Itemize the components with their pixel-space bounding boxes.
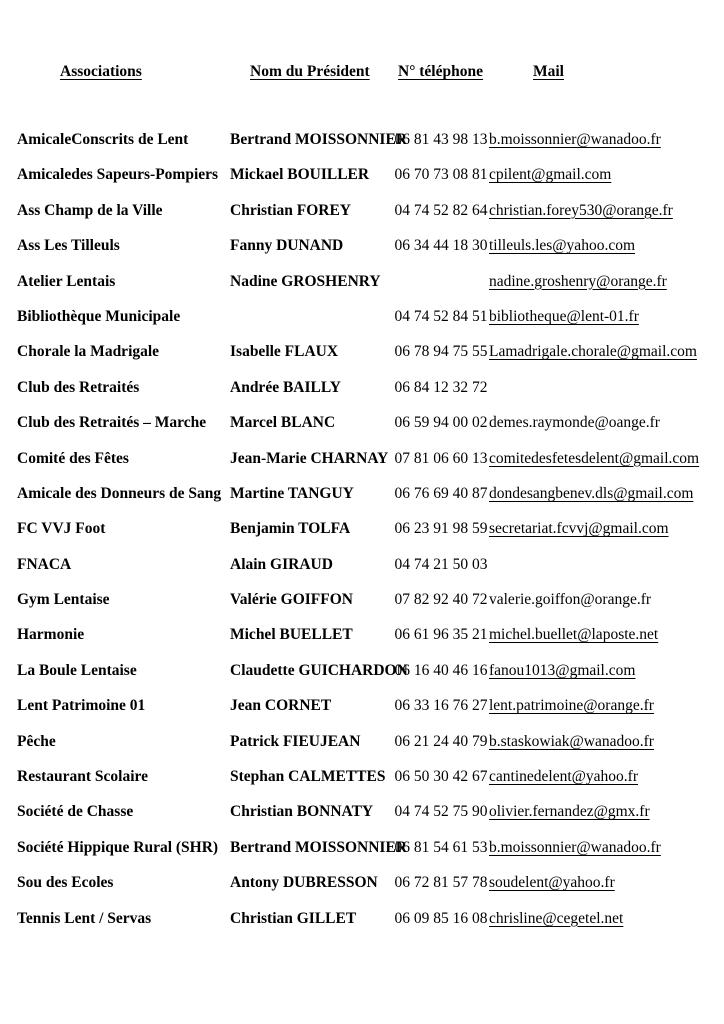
president-name: Martine TANGUY	[230, 484, 354, 502]
associations-table	[0, 130, 724, 944]
table-row	[0, 484, 724, 519]
association-name: Atelier Lentais	[17, 272, 116, 290]
table-row	[0, 449, 724, 484]
phone-number: 06 81 54 61 53	[394, 838, 488, 856]
phone-number: 06 81 43 98 13	[394, 131, 488, 148]
president-name: Marcel BLANC	[230, 414, 336, 432]
president-name: Michel BUELLET	[230, 626, 353, 644]
table-row	[0, 661, 724, 696]
table-row	[0, 767, 724, 802]
table-row	[0, 838, 724, 873]
phone-number: 07 82 92 40 72	[394, 591, 488, 609]
president-name: Andrée BAILLY	[230, 378, 341, 396]
association-name: Tennis Lent / Servas	[17, 909, 152, 927]
association-name: AmicaleConscrits de Lent	[17, 131, 189, 148]
email-link[interactable]: comitedesfetesdelent@gmail.com	[489, 449, 700, 467]
phone-number: 06 72 81 57 78	[394, 874, 488, 892]
email-link[interactable]: dondesangbenev.dls@gmail.com	[489, 484, 694, 502]
association-name: Club des Retraités	[17, 378, 140, 396]
table-row	[0, 590, 724, 625]
president-name: Christian FOREY	[230, 201, 351, 219]
phone-number: 06 70 73 08 81	[394, 166, 488, 184]
phone-number: 04 74 52 84 51	[394, 307, 488, 325]
phone-number: 06 76 69 40 87	[394, 484, 488, 502]
email-link[interactable]: bibliotheque@lent-01.fr	[489, 307, 639, 325]
table-row	[0, 873, 724, 908]
email-link: valerie.goiffon@orange.fr	[489, 591, 652, 609]
email-link[interactable]: christian.forey530@orange.fr	[489, 201, 673, 219]
president-name: Fanny DUNAND	[230, 237, 344, 255]
association-name: Lent Patrimoine 01	[17, 697, 146, 715]
phone-number: 04 74 21 50 03	[394, 555, 488, 573]
email-link[interactable]: nadine.groshenry@orange.fr	[489, 272, 667, 290]
association-name: FC VVJ Foot	[17, 520, 106, 538]
association-name: Restaurant Scolaire	[17, 768, 149, 786]
phone-number: 06 84 12 32 72	[394, 378, 488, 396]
association-name: FNACA	[17, 555, 72, 573]
president-name: Bertrand MOISSONNIER	[230, 131, 407, 148]
email-link[interactable]: olivier.fernandez@gmx.fr	[489, 803, 650, 821]
phone-number: 06 16 40 46 16	[394, 661, 488, 679]
column-header-president: Nom du Président	[250, 63, 370, 80]
association-name: Club des Retraités – Marche	[17, 414, 207, 432]
email-link[interactable]: michel.buellet@laposte.net	[489, 626, 659, 644]
table-row	[0, 555, 724, 590]
email-link[interactable]: soudelent@yahoo.fr	[489, 874, 615, 892]
email-link[interactable]: fanou1013@gmail.com	[489, 661, 636, 679]
email-link[interactable]: b.moissonnier@wanadoo.fr	[489, 131, 661, 148]
president-name: Alain GIRAUD	[230, 555, 333, 573]
table-row	[0, 165, 724, 200]
email-link[interactable]: cantinedelent@yahoo.fr	[489, 768, 638, 786]
phone-number: 06 78 94 75 55	[394, 343, 488, 361]
phone-number: 06 34 44 18 30	[394, 237, 488, 255]
email-link: demes.raymonde@oange.fr	[489, 414, 660, 432]
president-name: Patrick FIEUJEAN	[230, 732, 361, 750]
email-link[interactable]: cpilent@gmail.com	[489, 166, 612, 184]
email-link[interactable]: chrisline@cegetel.net	[489, 909, 624, 927]
association-name: Chorale la Madrigale	[17, 343, 160, 361]
phone-number: 06 09 85 16 08	[394, 909, 488, 927]
email-link[interactable]: secretariat.fcvvj@gmail.com	[489, 520, 669, 538]
president-name: Isabelle FLAUX	[230, 343, 339, 361]
association-name: Ass Les Tilleuls	[17, 237, 120, 255]
phone-number: 04 74 52 82 64	[394, 201, 488, 219]
association-name: Société de Chasse	[17, 803, 134, 821]
phone-number: 06 50 30 42 67	[394, 768, 488, 786]
association-name: Comité des Fêtes	[17, 449, 129, 467]
association-name: Amicaledes Sapeurs-Pompiers	[17, 166, 219, 184]
email-link[interactable]: b.moissonnier@wanadoo.fr	[489, 838, 661, 856]
president-name: Bertrand MOISSONNIER	[230, 838, 407, 856]
email-link[interactable]: lent.patrimoine@orange.fr	[489, 697, 654, 715]
president-name: Nadine GROSHENRY	[230, 272, 381, 290]
president-name: Antony DUBRESSON	[230, 874, 378, 892]
association-name: La Boule Lentaise	[17, 661, 137, 679]
president-name: Jean CORNET	[230, 697, 332, 715]
president-name: Mickael BOUILLER	[230, 166, 370, 184]
association-name: Sou des Ecoles	[17, 874, 114, 892]
president-name: Jean-Marie CHARNAY	[230, 449, 389, 467]
table-row	[0, 696, 724, 731]
table-row	[0, 909, 724, 944]
association-name: Bibliothèque Municipale	[17, 307, 181, 325]
association-name: Amicale des Donneurs de Sang	[17, 484, 222, 502]
phone-number: 06 21 24 40 79	[394, 732, 488, 750]
president-name: Claudette GUICHARDON	[230, 661, 408, 679]
phone-number: 06 61 96 35 21	[394, 626, 488, 644]
email-link[interactable]: tilleuls.les@yahoo.com	[489, 237, 636, 255]
table-row	[0, 732, 724, 767]
phone-number: 06 23 91 98 59	[394, 520, 488, 538]
phone-number: 07 81 06 60 13	[394, 449, 488, 467]
president-name: Stephan CALMETTES	[230, 768, 386, 786]
column-header-associations: Associations	[60, 63, 142, 80]
association-name: Harmonie	[17, 626, 85, 644]
table-row	[0, 307, 724, 342]
column-header-mail: Mail	[533, 63, 564, 80]
president-name: Benjamin TOLFA	[230, 520, 351, 538]
president-name: Christian BONNATY	[230, 803, 374, 821]
table-row	[0, 802, 724, 837]
president-name: Valérie GOIFFON	[230, 591, 353, 609]
table-row	[0, 519, 724, 554]
association-name: Ass Champ de la Ville	[17, 201, 163, 219]
table-row	[0, 342, 724, 377]
table-row	[0, 625, 724, 660]
phone-number: 04 74 52 75 90	[394, 803, 488, 821]
email-link[interactable]: Lamadrigale.chorale@gmail.com	[489, 343, 697, 361]
association-name: Pêche	[17, 732, 56, 750]
table-row	[0, 272, 724, 307]
table-row	[0, 413, 724, 448]
phone-number: 06 33 16 76 27	[394, 697, 488, 715]
table-row	[0, 378, 724, 413]
president-name: Christian GILLET	[230, 909, 357, 927]
association-name: Gym Lentaise	[17, 591, 110, 609]
column-header-telephone: N° téléphone	[398, 63, 483, 80]
table-row	[0, 201, 724, 236]
table-row	[0, 130, 724, 165]
phone-number: 06 59 94 00 02	[394, 414, 488, 432]
table-row	[0, 236, 724, 271]
association-name: Société Hippique Rural (SHR)	[17, 838, 219, 856]
email-link[interactable]: b.staskowiak@wanadoo.fr	[489, 732, 654, 750]
